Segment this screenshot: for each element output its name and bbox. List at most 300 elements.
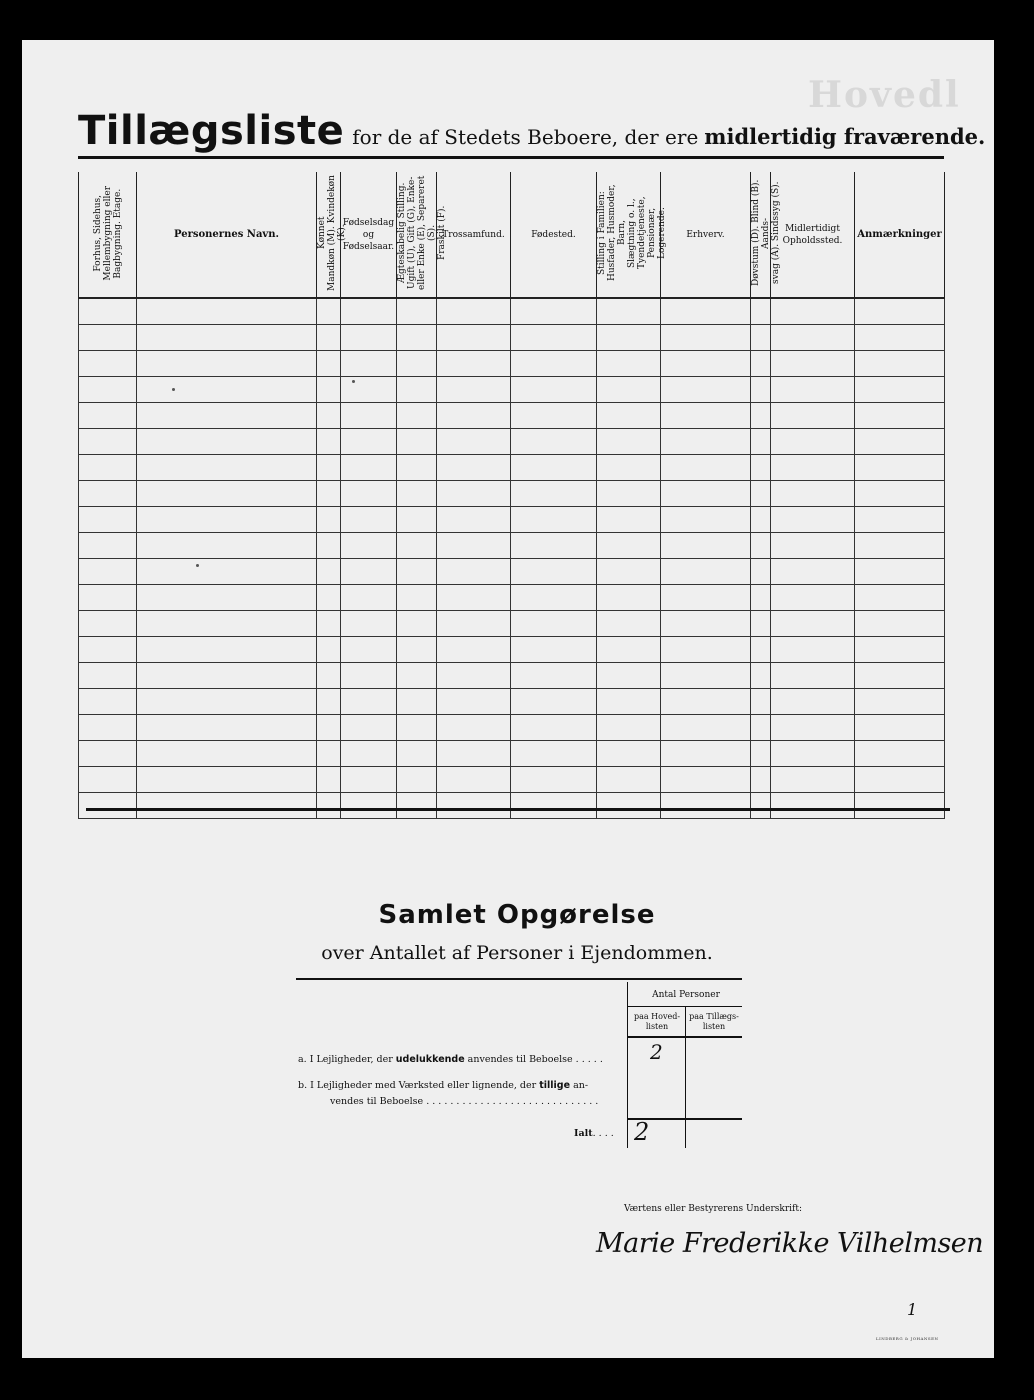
table-row	[79, 429, 945, 455]
table-cell[interactable]	[661, 377, 751, 403]
table-cell[interactable]	[855, 689, 945, 715]
table-cell[interactable]	[771, 377, 855, 403]
table-cell[interactable]	[661, 637, 751, 663]
summary-row-b	[298, 1080, 588, 1091]
table-cell[interactable]	[397, 455, 437, 481]
table-cell[interactable]	[437, 377, 511, 403]
table-cell[interactable]	[137, 715, 317, 741]
table-cell[interactable]	[317, 455, 341, 481]
table-cell[interactable]	[341, 767, 397, 793]
table-cell[interactable]	[511, 325, 597, 351]
table-row	[79, 741, 945, 767]
table-cell[interactable]	[317, 351, 341, 377]
table-cell[interactable]	[317, 611, 341, 637]
column-header-label: Døvstum (D). Blind (B). Aands- svag (A). Sindssyg (S).	[751, 179, 781, 287]
table-cell[interactable]	[771, 455, 855, 481]
table-cell[interactable]	[79, 298, 137, 325]
table-row	[79, 403, 945, 429]
table-cell[interactable]	[855, 611, 945, 637]
table-cell[interactable]	[855, 637, 945, 663]
table-cell[interactable]	[751, 533, 771, 559]
table-cell[interactable]	[511, 429, 597, 455]
table-cell[interactable]	[79, 403, 137, 429]
table-cell[interactable]	[437, 351, 511, 377]
table-cell[interactable]	[317, 585, 341, 611]
table-cell[interactable]	[751, 793, 771, 819]
table-cell[interactable]	[597, 429, 661, 455]
table-cell[interactable]	[397, 715, 437, 741]
table-cell[interactable]	[437, 663, 511, 689]
column-header-label: Ægteskabelig Stilling. Ugift (U), Gift (G), Enke- eller Enke (E), Separeret (S). Fraskilt (F).	[397, 175, 447, 291]
table-body	[79, 298, 945, 819]
table-cell[interactable]	[511, 663, 597, 689]
table-cell[interactable]	[855, 741, 945, 767]
table-cell[interactable]	[437, 689, 511, 715]
table-cell[interactable]	[397, 325, 437, 351]
table-cell[interactable]	[397, 663, 437, 689]
table-cell[interactable]	[597, 715, 661, 741]
table-cell[interactable]	[855, 351, 945, 377]
table-cell[interactable]	[855, 455, 945, 481]
table-cell[interactable]	[661, 559, 751, 585]
table-cell[interactable]	[511, 455, 597, 481]
ialt-dots: . . . .	[592, 1128, 614, 1139]
title-main: Tillægsliste	[78, 108, 345, 154]
subhead-rule	[628, 1036, 742, 1038]
table-cell[interactable]	[341, 455, 397, 481]
signature-label: Værtens eller Bestyrerens Underskrift:	[624, 1204, 803, 1214]
column-header-label: Kønnet Mandkøn (M). Kvindekøn (K).	[317, 175, 347, 291]
table-cell[interactable]	[661, 715, 751, 741]
table-cell[interactable]	[751, 403, 771, 429]
table-cell[interactable]	[771, 559, 855, 585]
table-cell[interactable]	[317, 663, 341, 689]
table-cell[interactable]	[771, 481, 855, 507]
table-cell[interactable]	[855, 793, 945, 819]
table-cell[interactable]	[597, 663, 661, 689]
table-cell[interactable]	[597, 481, 661, 507]
table-cell[interactable]	[661, 767, 751, 793]
table-cell[interactable]	[79, 767, 137, 793]
table-cell[interactable]	[341, 585, 397, 611]
table-cell[interactable]	[137, 611, 317, 637]
table-cell[interactable]	[397, 377, 437, 403]
supplementary-list-table	[78, 172, 945, 819]
table-cell[interactable]	[597, 377, 661, 403]
table-cell[interactable]	[511, 403, 597, 429]
table-cell[interactable]	[397, 481, 437, 507]
table-cell[interactable]	[771, 715, 855, 741]
column-header-label: Trossamfund.	[442, 229, 505, 240]
table-cell[interactable]	[661, 481, 751, 507]
table-cell[interactable]	[137, 298, 317, 325]
table-cell[interactable]	[597, 403, 661, 429]
table-cell[interactable]	[437, 507, 511, 533]
table-cell[interactable]	[771, 351, 855, 377]
row-b-bold: tillige	[539, 1080, 571, 1091]
table-cell[interactable]	[397, 533, 437, 559]
table-cell[interactable]	[317, 637, 341, 663]
table-cell[interactable]	[341, 298, 397, 325]
table-cell[interactable]	[137, 351, 317, 377]
table-cell[interactable]	[597, 637, 661, 663]
table-cell[interactable]	[661, 689, 751, 715]
table-cell[interactable]	[511, 377, 597, 403]
table-cell[interactable]	[661, 351, 751, 377]
table-cell[interactable]	[79, 663, 137, 689]
table-cell[interactable]	[137, 793, 317, 819]
table-cell[interactable]	[137, 741, 317, 767]
table-cell[interactable]	[771, 325, 855, 351]
faint-stamp-text: Hovedl	[808, 74, 961, 116]
table-cell[interactable]	[771, 741, 855, 767]
table-cell[interactable]	[855, 585, 945, 611]
table-cell[interactable]	[79, 793, 137, 819]
table-cell[interactable]	[771, 611, 855, 637]
column-header-label: Forhus, Sidehus, Mellembygning eller Bagbygning. Etage.	[92, 185, 123, 281]
table-cell[interactable]	[511, 585, 597, 611]
table-cell[interactable]	[317, 533, 341, 559]
table-cell[interactable]	[855, 715, 945, 741]
table-cell[interactable]	[661, 741, 751, 767]
table-cell[interactable]	[661, 533, 751, 559]
table-cell[interactable]	[751, 741, 771, 767]
table-cell[interactable]	[511, 767, 597, 793]
table-cell[interactable]	[137, 429, 317, 455]
table-cell[interactable]	[597, 689, 661, 715]
table-cell[interactable]	[771, 637, 855, 663]
table-cell[interactable]	[437, 715, 511, 741]
table-cell[interactable]	[137, 325, 317, 351]
table-cell[interactable]	[661, 611, 751, 637]
table-cell[interactable]	[341, 481, 397, 507]
table-cell[interactable]	[397, 793, 437, 819]
table-cell[interactable]	[751, 767, 771, 793]
title-bold: midlertidig fraværende.	[704, 124, 986, 149]
table-cell[interactable]	[661, 298, 751, 325]
table-cell[interactable]	[341, 403, 397, 429]
table-cell[interactable]	[341, 377, 397, 403]
column-header	[341, 172, 397, 298]
table-row	[79, 559, 945, 585]
table-cell[interactable]	[137, 767, 317, 793]
table-cell[interactable]	[751, 715, 771, 741]
form-title	[78, 108, 986, 158]
table-cell[interactable]	[661, 585, 751, 611]
table-cell[interactable]	[397, 298, 437, 325]
table-cell[interactable]	[437, 533, 511, 559]
column-header	[79, 172, 137, 298]
col-hovedlisten: paa Hoved- listen	[633, 1012, 681, 1031]
table-cell[interactable]	[79, 559, 137, 585]
table-cell[interactable]	[661, 403, 751, 429]
table-cell[interactable]	[79, 741, 137, 767]
table-cell[interactable]	[397, 403, 437, 429]
table-cell[interactable]	[397, 585, 437, 611]
table-row	[79, 793, 945, 819]
table-cell[interactable]	[597, 559, 661, 585]
table-cell[interactable]	[855, 663, 945, 689]
table-row	[79, 507, 945, 533]
table-cell[interactable]	[137, 559, 317, 585]
table-row	[79, 377, 945, 403]
table-cell[interactable]	[597, 325, 661, 351]
table-cell[interactable]	[437, 403, 511, 429]
table-row	[79, 689, 945, 715]
table-cell[interactable]	[79, 429, 137, 455]
table-cell[interactable]	[79, 507, 137, 533]
table-cell[interactable]	[317, 429, 341, 455]
table-cell[interactable]	[661, 507, 751, 533]
ialt-text: Ialt	[574, 1128, 593, 1139]
table-cell[interactable]	[137, 533, 317, 559]
table-cell[interactable]	[855, 559, 945, 585]
table-cell[interactable]	[341, 351, 397, 377]
table-cell[interactable]	[751, 429, 771, 455]
table-cell[interactable]	[597, 298, 661, 325]
column-header	[317, 172, 347, 298]
table-cell[interactable]	[341, 741, 397, 767]
table-cell[interactable]	[751, 611, 771, 637]
table-cell[interactable]	[771, 403, 855, 429]
column-header	[771, 172, 855, 298]
table-cell[interactable]	[661, 793, 751, 819]
table-cell[interactable]	[317, 507, 341, 533]
table-cell[interactable]	[771, 689, 855, 715]
table-cell[interactable]	[771, 507, 855, 533]
table-cell[interactable]	[397, 637, 437, 663]
table-cell[interactable]	[511, 689, 597, 715]
table-cell[interactable]	[511, 298, 597, 325]
table-cell[interactable]	[437, 429, 511, 455]
column-header-label: Anmærkninger	[857, 228, 942, 240]
table-cell[interactable]	[771, 793, 855, 819]
row-a-suffix: anvendes til Beboelse . . . . .	[467, 1054, 603, 1065]
table-cell[interactable]	[771, 533, 855, 559]
table-cell[interactable]	[79, 611, 137, 637]
table-cell[interactable]	[79, 585, 137, 611]
table-cell[interactable]	[855, 403, 945, 429]
row-a-prefix: a. I Lejligheder, der	[298, 1054, 393, 1065]
table-cell[interactable]	[137, 585, 317, 611]
table-cell[interactable]	[597, 455, 661, 481]
table-cell[interactable]	[511, 351, 597, 377]
table-cell[interactable]	[137, 455, 317, 481]
table-cell[interactable]	[137, 481, 317, 507]
table-row	[79, 663, 945, 689]
table-cell[interactable]	[317, 325, 341, 351]
table-cell[interactable]	[597, 585, 661, 611]
row-b-suffix: an-	[573, 1080, 589, 1091]
table-row	[79, 715, 945, 741]
table-cell[interactable]	[751, 637, 771, 663]
table-cell[interactable]	[397, 611, 437, 637]
table-cell[interactable]	[597, 793, 661, 819]
table-cell[interactable]	[79, 481, 137, 507]
table-cell[interactable]	[397, 741, 437, 767]
table-cell[interactable]	[751, 351, 771, 377]
table-cell[interactable]	[137, 377, 317, 403]
table-cell[interactable]	[751, 585, 771, 611]
column-header-label: Fødselsdag og Fødselsaar.	[342, 217, 395, 252]
table-cell[interactable]	[597, 741, 661, 767]
table-cell[interactable]	[79, 325, 137, 351]
table-cell[interactable]	[317, 481, 341, 507]
antal-rule	[628, 1006, 742, 1007]
column-header	[437, 172, 511, 298]
table-cell[interactable]	[437, 611, 511, 637]
table-cell[interactable]	[137, 637, 317, 663]
row-b-prefix: b. I Lejligheder med Værksted eller lignende, der	[298, 1080, 537, 1091]
table-cell[interactable]	[437, 455, 511, 481]
table-cell[interactable]	[341, 533, 397, 559]
table-bottom-rule	[86, 808, 950, 811]
ink-speck	[196, 564, 199, 567]
table-row	[79, 455, 945, 481]
table-cell[interactable]	[511, 637, 597, 663]
table-cell[interactable]	[751, 507, 771, 533]
table-cell[interactable]	[511, 741, 597, 767]
table-cell[interactable]	[771, 429, 855, 455]
table-cell[interactable]	[397, 767, 437, 793]
signature-handwritten: Marie Frederikke Vilhelmsen	[596, 1228, 984, 1259]
column-header	[597, 172, 667, 298]
ialt-label	[574, 1128, 614, 1139]
table-cell[interactable]	[317, 298, 341, 325]
table-cell[interactable]	[511, 559, 597, 585]
table-cell[interactable]	[341, 715, 397, 741]
table-cell[interactable]	[317, 559, 341, 585]
table-cell[interactable]	[511, 793, 597, 819]
table-cell[interactable]	[771, 585, 855, 611]
table-cell[interactable]	[317, 377, 341, 403]
table-cell[interactable]	[79, 455, 137, 481]
table-cell[interactable]	[661, 325, 751, 351]
table-cell[interactable]	[317, 767, 341, 793]
table-cell[interactable]	[437, 585, 511, 611]
table-row	[79, 611, 945, 637]
row-a-hoved-value: 2	[650, 1040, 663, 1064]
table-cell[interactable]	[341, 429, 397, 455]
table-cell[interactable]	[511, 507, 597, 533]
table-row	[79, 767, 945, 793]
table-cell[interactable]	[855, 533, 945, 559]
table-cell[interactable]	[597, 767, 661, 793]
table-cell[interactable]	[597, 533, 661, 559]
table-cell[interactable]	[137, 663, 317, 689]
table-row	[79, 533, 945, 559]
table-cell[interactable]	[751, 455, 771, 481]
table-cell[interactable]	[341, 793, 397, 819]
table-cell[interactable]	[317, 741, 341, 767]
table-row	[79, 481, 945, 507]
table-cell[interactable]	[137, 507, 317, 533]
handwritten-mark: 1	[907, 1300, 918, 1319]
table-cell[interactable]	[437, 298, 511, 325]
table-cell[interactable]	[855, 481, 945, 507]
table-cell[interactable]	[79, 351, 137, 377]
table-cell[interactable]	[511, 611, 597, 637]
table-cell[interactable]	[137, 689, 317, 715]
table-cell[interactable]	[771, 767, 855, 793]
table-cell[interactable]	[751, 559, 771, 585]
column-header	[751, 172, 781, 298]
summary-subtitle: over Antallet af Personer i Ejendommen.	[321, 942, 713, 964]
column-header	[397, 172, 447, 298]
table-cell[interactable]	[855, 507, 945, 533]
table-cell[interactable]	[341, 663, 397, 689]
table-cell[interactable]	[597, 351, 661, 377]
column-header-label: Stilling i Familien: Husfader, Husmoder, Barn, Slægtning o. l., Tyendetjeneste, Pensionær, Logerende.	[597, 184, 667, 282]
column-header-label: Personernes Navn.	[173, 228, 279, 240]
table-cell[interactable]	[771, 298, 855, 325]
table-cell[interactable]	[341, 637, 397, 663]
table-cell[interactable]	[511, 533, 597, 559]
table-cell[interactable]	[79, 533, 137, 559]
table-cell[interactable]	[751, 689, 771, 715]
table-cell[interactable]	[751, 325, 771, 351]
table-cell[interactable]	[317, 793, 341, 819]
table-cell[interactable]	[79, 715, 137, 741]
table-cell[interactable]	[317, 689, 341, 715]
table-cell[interactable]	[751, 663, 771, 689]
title-mid: for de af Stedets Beboere, der ere	[352, 125, 699, 149]
table-cell[interactable]	[597, 611, 661, 637]
table-cell[interactable]	[437, 793, 511, 819]
table-cell[interactable]	[751, 377, 771, 403]
table-cell[interactable]	[437, 741, 511, 767]
table-cell[interactable]	[855, 377, 945, 403]
table-cell[interactable]	[397, 689, 437, 715]
table-cell[interactable]	[751, 298, 771, 325]
table-cell[interactable]	[597, 507, 661, 533]
table-cell[interactable]	[661, 455, 751, 481]
table-cell[interactable]	[397, 507, 437, 533]
table-cell[interactable]	[661, 429, 751, 455]
table-cell[interactable]	[341, 689, 397, 715]
table-cell[interactable]	[317, 403, 341, 429]
table-cell[interactable]	[137, 403, 317, 429]
table-header-row	[79, 172, 945, 298]
table-cell[interactable]	[855, 429, 945, 455]
table-cell[interactable]	[511, 481, 597, 507]
table-cell[interactable]	[397, 351, 437, 377]
table-cell[interactable]	[317, 715, 341, 741]
table-cell[interactable]	[855, 325, 945, 351]
table-cell[interactable]	[341, 559, 397, 585]
table-cell[interactable]	[661, 663, 751, 689]
table-cell[interactable]	[437, 559, 511, 585]
table-cell[interactable]	[437, 481, 511, 507]
table-cell[interactable]	[341, 507, 397, 533]
table-cell[interactable]	[437, 325, 511, 351]
table-cell[interactable]	[79, 637, 137, 663]
table-cell[interactable]	[437, 767, 511, 793]
table-cell[interactable]	[397, 559, 437, 585]
table-cell[interactable]	[341, 611, 397, 637]
row-a-bold: udelukkende	[395, 1054, 465, 1065]
table-cell[interactable]	[771, 663, 855, 689]
table-cell[interactable]	[341, 325, 397, 351]
table-cell[interactable]	[79, 689, 137, 715]
table-cell[interactable]	[855, 767, 945, 793]
table-cell[interactable]	[855, 298, 945, 325]
table-cell[interactable]	[397, 429, 437, 455]
table-cell[interactable]	[437, 637, 511, 663]
table-cell[interactable]	[511, 715, 597, 741]
table-cell[interactable]	[751, 481, 771, 507]
table-cell[interactable]	[79, 377, 137, 403]
